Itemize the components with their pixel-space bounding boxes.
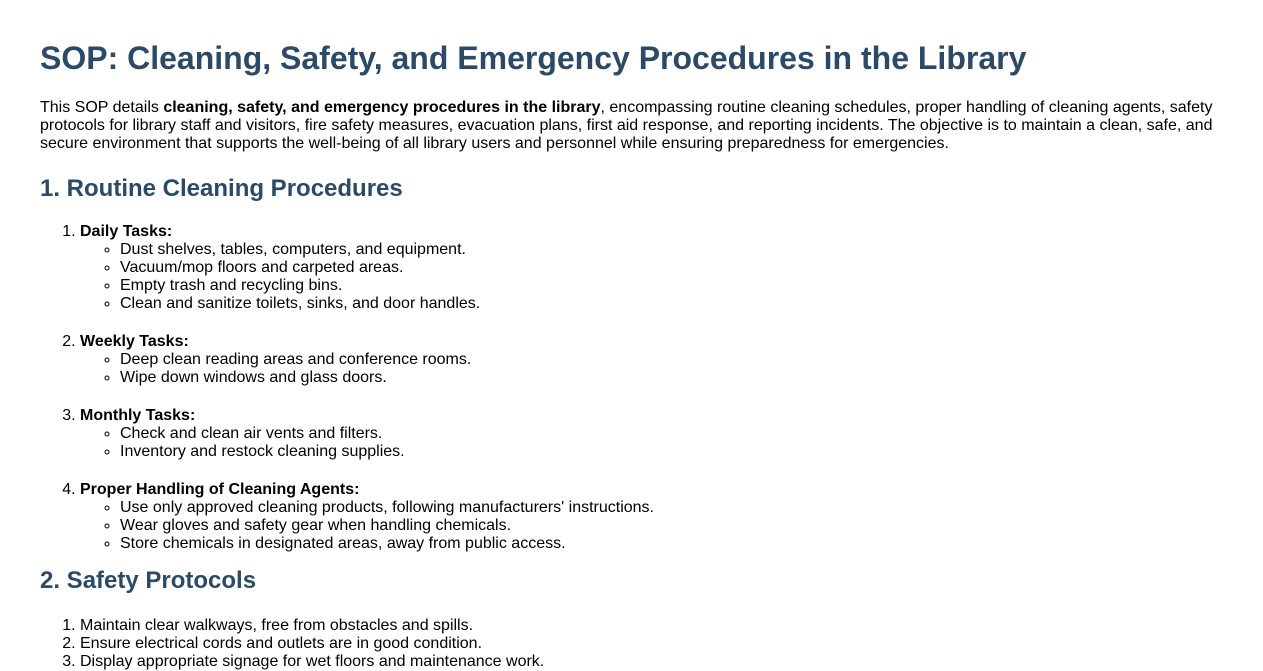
task-group-label: Monthly Tasks: [80,407,196,424]
list-item: 3. Display appropriate signage for wet floors and maintenance work. [80,653,1223,671]
task-group-label: Proper Handling of Cleaning Agents: [80,481,360,498]
task-list [80,425,1223,461]
intro-body-text: , encompassing routine cleaning schedules, proper handling of cleaning agents, safety protocols for library staff and visitors, fire safety measures, evacuation plans, first aid response, and reporting incidents. The objective is to maintain a clean, safe, and secure environment that supports the well-being of all library users and personnel while ensuring preparedness for emergencies. [40,99,1213,152]
task-list [80,351,1223,387]
page-title: SOP: Cleaning, Safety, and Emergency Procedures in the Library [40,40,1027,76]
task-list [80,241,1223,313]
task-group-daily [80,223,1223,313]
list-item: ◦ Wear gloves and safety gear when handling chemicals. [120,517,1223,535]
list-item: 2. Ensure electrical cords and outlets are in good condition. [80,635,1223,653]
task-group-weekly [80,333,1223,387]
intro-paragraph [40,99,1223,153]
task-group-label: Weekly Tasks: [80,333,189,350]
list-item: ◦ Clean and sanitize toilets, sinks, and door handles. [120,295,1223,313]
list-item: ◦ Empty trash and recycling bins. [120,277,1223,295]
list-item: ◦ Wipe down windows and glass doors. [120,369,1223,387]
list-item: 1. Maintain clear walkways, free from obstacles and spills. [80,617,1223,635]
list-item: ◦ Vacuum/mop floors and carpeted areas. [120,259,1223,277]
list-item: ◦ Store chemicals in designated areas, away from public access. [120,535,1223,553]
list-item: ◦ Check and clean air vents and filters. [120,425,1223,443]
task-group-monthly [80,407,1223,461]
task-list [80,499,1223,553]
section-heading-safety-protocols: 2. Safety Protocols [40,567,257,594]
task-group-cleaning-agents [80,481,1223,553]
intro-bold-text: cleaning, safety, and emergency procedures in the library [163,99,601,116]
intro-lead-text: This SOP details [40,99,164,116]
safety-protocol-list [40,617,1223,671]
list-item: ◦ Dust shelves, tables, computers, and equipment. [120,241,1223,259]
task-group-label: Daily Tasks: [80,223,173,240]
list-item: ◦ Use only approved cleaning products, following manufacturers' instructions. [120,499,1223,517]
list-item: ◦ Inventory and restock cleaning supplies. [120,443,1223,461]
list-item: ◦ Deep clean reading areas and conference rooms. [120,351,1223,369]
cleaning-task-groups [40,223,1223,553]
section-heading-routine-cleaning: 1. Routine Cleaning Procedures [40,175,403,202]
